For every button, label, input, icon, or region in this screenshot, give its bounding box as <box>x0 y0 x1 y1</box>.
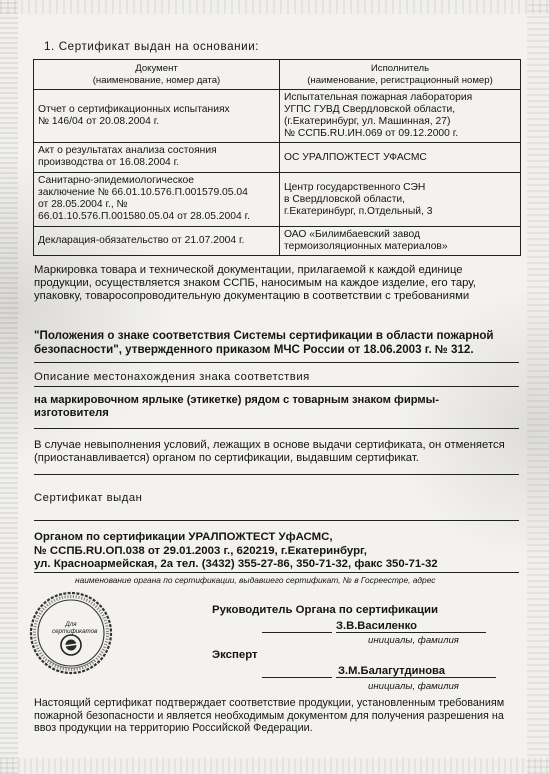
footer-paragraph <box>34 697 504 735</box>
cell-line: в Свердловской области, <box>284 193 406 205</box>
signature-line <box>262 677 332 678</box>
scan-noise-right <box>527 0 549 774</box>
certification-seal <box>28 590 114 676</box>
organization-caption: наименование органа по сертификации, выдавшего сертификат, № в Госреестре, адрес <box>75 575 436 585</box>
scan-noise-bottom <box>0 758 549 774</box>
section-heading: 1. Сертификат выдан на основании: <box>44 40 260 53</box>
cell-line: от 28.05.2004 г., № <box>38 199 128 210</box>
cell-line: ОАО «Билимбаевский завод <box>284 229 421 240</box>
cell-line: заключение № 66.01.10.576.П.001579.05.04 <box>38 187 248 198</box>
cell-line: термоизоляционных материалов» <box>284 241 448 252</box>
table-row <box>34 173 521 227</box>
expert-title: Эксперт <box>212 649 258 661</box>
location-paragraph <box>34 394 439 420</box>
cell-line: № 146/04 от 20.08.2004 г. <box>38 116 160 127</box>
text-line: Маркировка товара и технической документации, прилагаемой к каждой единице <box>34 264 463 276</box>
text-line: пожарной безопасности и является необходимым документом для получения разрешения на <box>34 709 504 722</box>
document-cell <box>34 143 280 173</box>
name-line <box>336 677 496 678</box>
expert-caption: инициалы, фамилия <box>368 681 459 692</box>
header-line: (наименование, номер дата) <box>92 75 221 86</box>
header-line: Исполнитель <box>370 63 430 74</box>
text-line: изготовителя <box>34 407 109 419</box>
cell-line: УГПС ГУВД Свердловской области, <box>284 104 456 115</box>
head-title: Руководитель Органа по сертификации <box>212 604 438 616</box>
marking-paragraph <box>34 264 476 303</box>
document-cell <box>34 173 280 227</box>
signature-line <box>262 632 332 633</box>
cell-line: г.Екатеринбург, п.Отдельный, 3 <box>284 205 433 217</box>
text-line: ул. Красноармейская, 2а тел. (3432) 355-27-86, 350-71-32, факс 350-71-32 <box>34 558 438 570</box>
cell-line: (г.Екатеринбург, ул. Машинная, 27) <box>284 116 451 127</box>
header-line: (наименование, регистрационный номер) <box>307 75 493 86</box>
scan-noise-top <box>0 0 549 14</box>
table-row <box>34 143 521 173</box>
text-line: на маркировочном ярлыке (этикетке) рядом с товарным знаком фирмы- <box>34 394 439 406</box>
regulation-reference <box>34 329 494 357</box>
basis-table <box>33 59 521 256</box>
head-caption: инициалы, фамилия <box>368 635 459 646</box>
expert-name: З.М.Балагутдинова <box>338 665 446 677</box>
head-name: З.В.Василенко <box>336 620 417 632</box>
document-cell <box>34 227 280 256</box>
scan-noise-left <box>0 0 18 774</box>
divider <box>34 520 519 521</box>
cell-line: Испытательная пожарная лаборатория <box>284 92 473 103</box>
executor-cell <box>280 90 521 143</box>
cell-line: № ССПБ.RU.ИН.069 от 09.12.2000 г. <box>284 128 459 139</box>
text-line: ввоз продукции на территорию Российской Федерации. <box>34 722 313 734</box>
text-line: Органом по сертификации УРАЛПОЖТЕСТ УфАСМС, <box>34 531 333 543</box>
header-document <box>34 60 280 90</box>
header-line: Документ <box>135 63 178 74</box>
executor-cell <box>280 173 521 227</box>
seal-label: Для сертификатов <box>52 621 98 635</box>
cancel-paragraph <box>34 439 505 465</box>
text-line: (приостанавливается) органом по сертификации, выдавшим сертификат. <box>34 452 419 464</box>
executor-cell <box>280 143 521 173</box>
text-line: упаковку, товаросопроводительную документацию в соответствии с требованиями <box>34 290 470 302</box>
table-row <box>34 90 521 143</box>
text-line: В случае невыполнения условий, лежащих в основе выдачи сертификата, он отменяется <box>34 439 505 451</box>
executor-cell <box>280 227 521 256</box>
text-line: "Положения о знаке соответствия Системы сертификации в области пожарной <box>34 329 494 342</box>
cell-line: производства от 16.08.2004 г. <box>38 157 180 168</box>
text-line: № ССПБ.RU.ОП.038 от 29.01.2003 г., 620219, г.Екатеринбург, <box>34 544 367 557</box>
text-line: Настоящий сертификат подтверждает соответствие продукции, установленным требованиям <box>34 697 505 709</box>
cell-line: Декларация-обязательство от 21.07.2004 г. <box>38 235 245 246</box>
text-line: продукции, осуществляется знаком ССПБ, наносимым на каждое изделие, его тару, <box>34 277 476 289</box>
cell-line: Санитарно-эпидемиологическое <box>38 175 194 186</box>
document-cell <box>34 90 280 143</box>
divider <box>34 572 519 573</box>
name-line <box>336 632 486 633</box>
issuing-organization <box>34 531 438 572</box>
cell-line: ОС УРАЛПОЖТЕСТ УФАСМС <box>284 151 427 163</box>
divider <box>34 386 519 387</box>
location-title: Описание местонахождения знака соответствия <box>34 371 310 383</box>
header-executor <box>280 60 521 90</box>
divider <box>34 474 519 475</box>
cell-line: Отчет о сертификационных испытаниях <box>38 104 230 115</box>
divider <box>34 362 519 363</box>
cell-line: Акт о результатах анализа состояния <box>38 145 217 156</box>
cell-line: 66.01.10.576.П.001580.05.04 от 28.05.2004 г. <box>38 211 250 222</box>
divider <box>34 428 519 429</box>
table-row <box>34 227 521 256</box>
text-line: безопасности", утвержденного приказом МЧС России от 18.06.2003 г. № 312. <box>34 343 474 356</box>
cell-line: Центр государственного СЭН <box>284 181 426 193</box>
table-header-row <box>34 60 521 90</box>
issued-title: Сертификат выдан <box>34 492 143 504</box>
